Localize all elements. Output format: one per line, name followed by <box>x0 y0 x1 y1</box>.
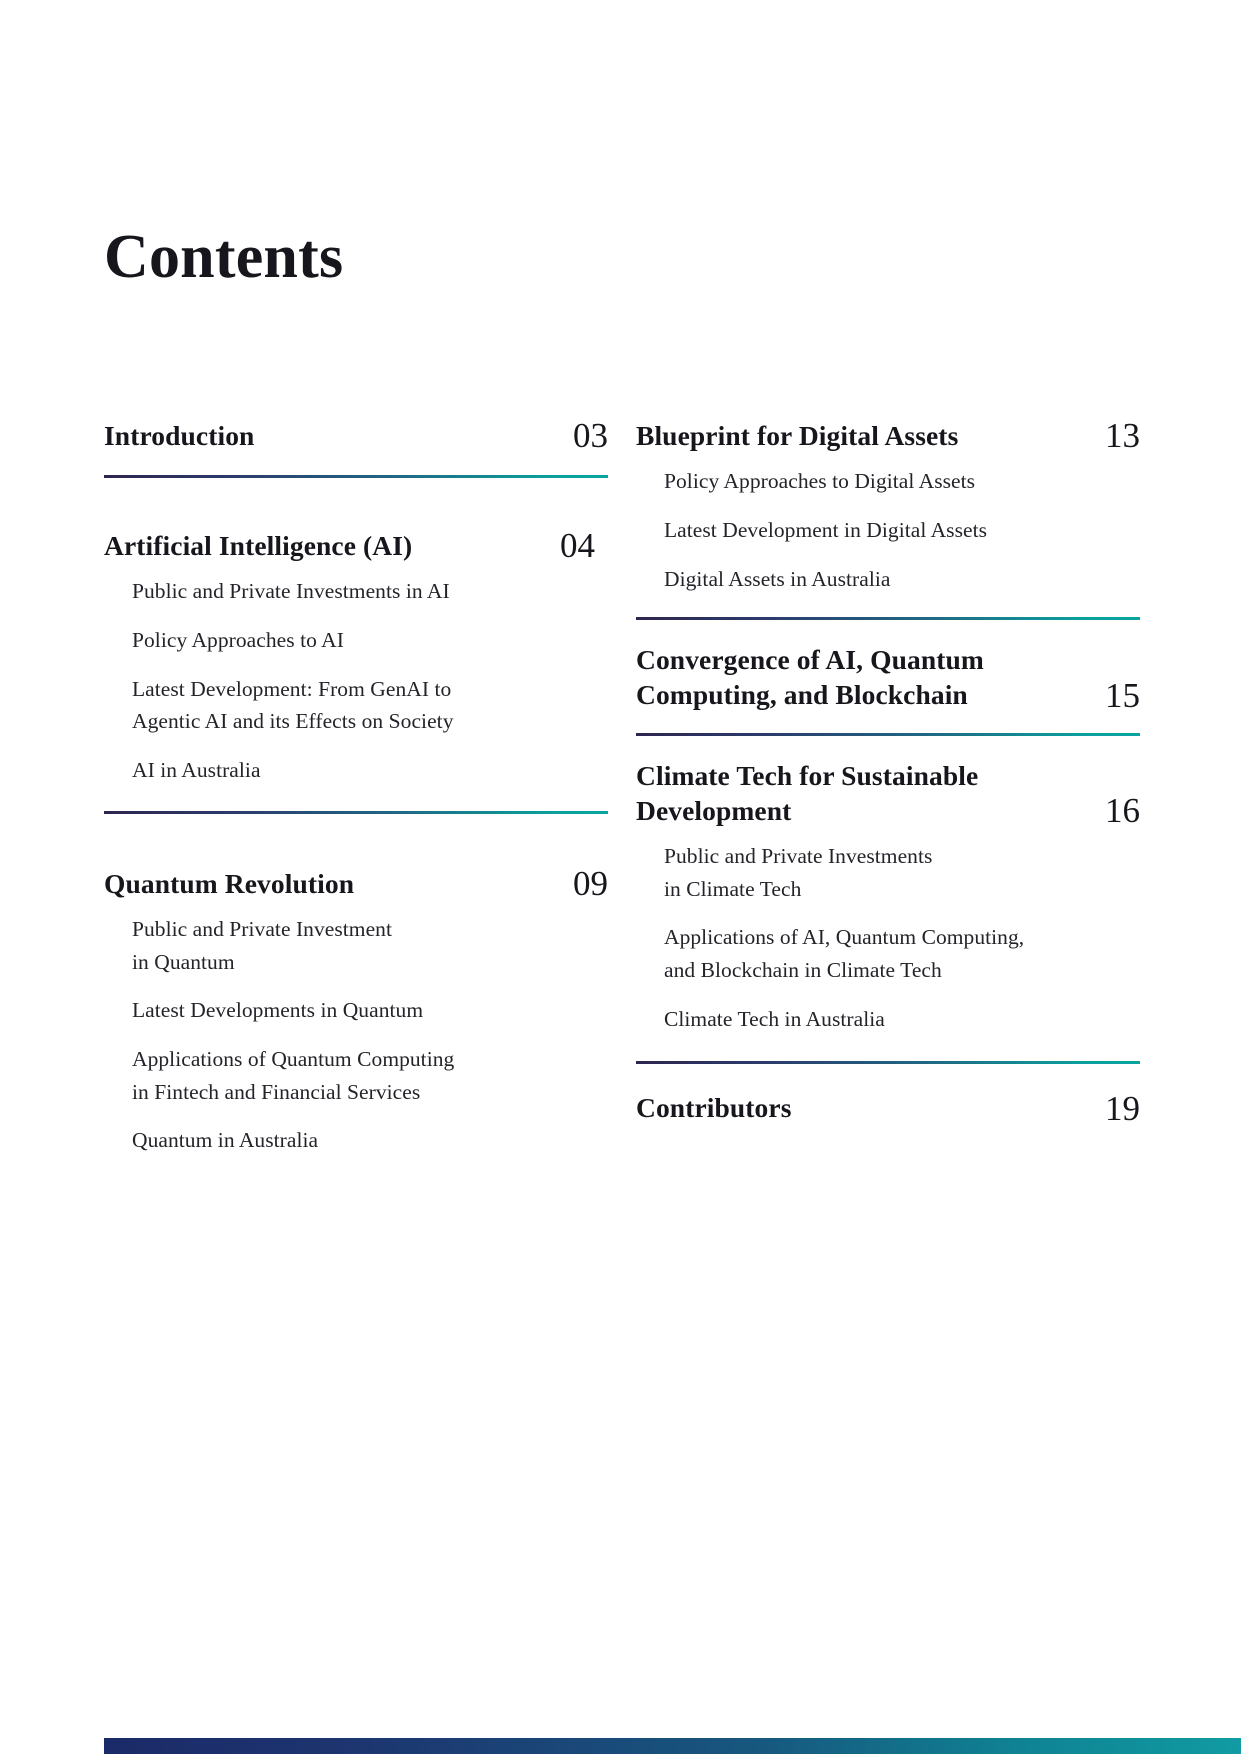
toc-section-artificial-intelligence-ai[interactable] <box>104 528 608 787</box>
toc-subitem-public-and-private-investment-in-quantum[interactable]: Public and Private Investment in Quantum <box>132 916 392 974</box>
toc-section-blueprint-for-digital-assets[interactable] <box>636 418 1140 595</box>
toc-section-header[interactable] <box>636 1088 1140 1128</box>
toc-subitem-ai-in-australia[interactable]: AI in Australia <box>132 758 261 783</box>
toc-column-right <box>636 418 1140 1126</box>
toc-section-quantum-revolution[interactable] <box>104 863 608 1157</box>
section-divider-rule <box>636 733 1140 736</box>
toc-subitem-list <box>104 575 608 786</box>
toc-section-title: Climate Tech for Sustainable Development <box>636 759 979 826</box>
toc-section-page-number: 09 <box>573 863 608 903</box>
toc-subitem-policy-approaches-to-digital-assets[interactable]: Policy Approaches to Digital Assets <box>664 469 976 494</box>
toc-subitem-latest-developments-in-quantum[interactable]: Latest Developments in Quantum <box>132 998 424 1023</box>
toc-subitem-latest-development-from-genai-to-agentic-ai-[interactable]: Latest Development: From GenAI to Agentic AI and its Effects on Society <box>132 676 454 734</box>
toc-section-page-number: 19 <box>1105 1088 1140 1128</box>
toc-section-title: Quantum Revolution <box>104 867 355 899</box>
toc-section-title: Convergence of AI, Quantum Computing, and Blockchain <box>636 644 984 711</box>
toc-subitem-applications-of-quantum-computing-in-fintech[interactable]: Applications of Quantum Computing in Fintech and Financial Services <box>132 1046 455 1104</box>
toc-section-header[interactable] <box>104 528 608 563</box>
toc-section-title: Contributors <box>636 1092 792 1124</box>
toc-subitem-public-and-private-investments-in-ai[interactable]: Public and Private Investments in AI <box>132 579 450 604</box>
toc-subitem-climate-tech-in-australia[interactable]: Climate Tech in Australia <box>664 1006 885 1031</box>
section-divider-rule <box>104 811 608 814</box>
toc-subitem-digital-assets-in-australia[interactable]: Digital Assets in Australia <box>664 566 891 591</box>
toc-section-title: Introduction <box>104 420 255 451</box>
section-divider-rule <box>636 617 1140 620</box>
toc-section-header[interactable] <box>636 416 1140 456</box>
toc-section-header[interactable] <box>636 642 1140 715</box>
toc-subitem-list <box>636 465 1140 595</box>
toc-section-page-number: 15 <box>1105 675 1140 715</box>
toc-section-page-number: 13 <box>1105 416 1140 456</box>
page-title: Contents <box>104 223 344 291</box>
toc-section-page-number: 03 <box>573 416 608 456</box>
toc-section-introduction[interactable] <box>104 416 608 456</box>
toc-section-contributors[interactable] <box>636 1088 1140 1128</box>
footer-gradient-bar <box>104 1738 1241 1754</box>
toc-section-convergence-of-ai-quantum-computing-and-bloc[interactable] <box>636 642 1140 715</box>
toc-subitem-public-and-private-investments-in-climate-te[interactable]: Public and Private Investments in Climate Tech <box>664 843 933 901</box>
toc-section-header[interactable] <box>104 863 608 903</box>
toc-column-left <box>104 418 608 1173</box>
toc-section-climate-tech-for-sustainable-development[interactable] <box>636 758 1140 1036</box>
toc-subitem-policy-approaches-to-ai[interactable]: Policy Approaches to AI <box>132 628 344 653</box>
toc-section-header[interactable] <box>636 758 1140 828</box>
toc-section-header[interactable] <box>104 416 608 456</box>
toc-subitem-list <box>104 913 608 1157</box>
section-divider-rule <box>104 475 608 478</box>
toc-section-page-number: 16 <box>1105 790 1140 830</box>
toc-section-title: Blueprint for Digital Assets <box>636 420 959 451</box>
toc-subitem-quantum-in-australia[interactable]: Quantum in Australia <box>132 1128 319 1153</box>
toc-section-title: Artificial Intelligence (AI) <box>104 530 413 562</box>
toc-subitem-list <box>636 840 1140 1035</box>
toc-subitem-latest-development-in-digital-assets[interactable]: Latest Development in Digital Assets <box>664 517 988 542</box>
toc-subitem-applications-of-ai-quantum-computing-and-blo[interactable]: Applications of AI, Quantum Computing, and Blockchain in Climate Tech <box>664 925 1025 982</box>
section-divider-rule <box>636 1061 1140 1064</box>
toc-section-page-number: 04 <box>560 528 595 564</box>
